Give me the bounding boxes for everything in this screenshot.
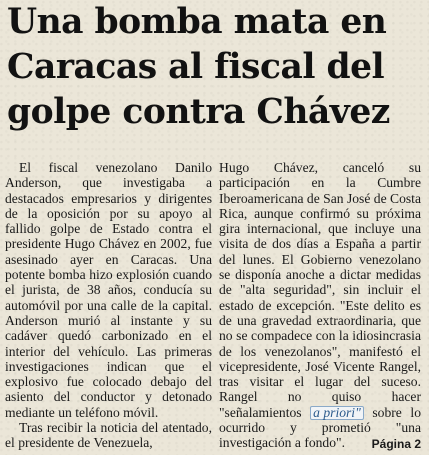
headline-line-2: Caracas al fiscal del xyxy=(7,47,385,87)
headline xyxy=(7,0,425,135)
headline-line-1: Una bomba mata en xyxy=(7,2,387,42)
article-column-left xyxy=(5,160,212,451)
highlighted-phrase: a priori" xyxy=(310,406,364,420)
article-text: Hugo Chávez, canceló su participación en la Cumbre Iberoamericana de San José de Costa Rica, aunque confirmó su próxima gira internacional, que incluye una visita de dos días a España a partir del lunes. El Gobierno venezolano se disponía anoche a dictar medidas de "alta seguridad", sin incluir el estado de excepción. "Este delito es de una gravedad extraordinaria, que no se compadece con la idiosincrasia de los venezolanos", manifestó el vicepresidente, José Vicente Rangel, tras visitar el lugar del suceso. Rangel no quiso hacer "señalamientos xyxy=(219,160,421,420)
headline-line-3: golpe contra Chávez xyxy=(7,92,390,132)
page-reference: Página 2 xyxy=(371,437,421,451)
article-paragraph xyxy=(219,160,421,451)
article-paragraph: El fiscal venezolano Danilo Anderson, que investigaba a destacados empresarios y dirigentes de la oposición por su apoyo al fallido golpe de Estado contra el presidente Hugo Chávez en 2002, fue asesinado ayer en Caracas. Una potente bomba hizo explosión cuando el jurista, de 38 años, conducía su automóvil por una calle de la capital. Anderson murió al instante y su cadáver quedó carbonizado en el interior del vehículo. Las primeras investigaciones indican que el explosivo fue colocado debajo del asiento del conductor y detonado mediante un teléfono móvil. xyxy=(5,160,212,420)
article-text: sobre lo ocurrido y prometió "una investigación a fondo". xyxy=(219,404,421,451)
article-column-right xyxy=(219,160,421,451)
article-paragraph: Tras recibir la noticia del atentado, el presidente de Venezuela, xyxy=(5,420,212,451)
